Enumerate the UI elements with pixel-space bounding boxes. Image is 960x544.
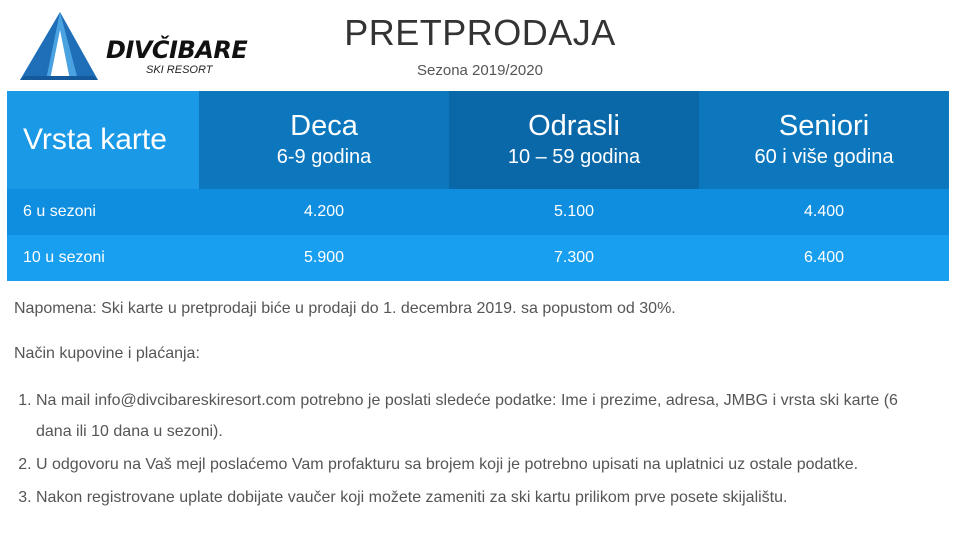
price-cell: 7.300 [553, 249, 595, 266]
column-name: Deca [290, 110, 358, 142]
price-cell: 6.400 [803, 249, 845, 266]
column-name: Seniori [778, 110, 870, 142]
column-age: 6-9 godina [276, 146, 372, 168]
price-cell: 5.100 [553, 203, 595, 220]
column-name: Odrasli [528, 110, 620, 142]
table-header [7, 91, 949, 189]
column-age: 10 – 59 godina [507, 146, 641, 168]
logo-name: DIVČIBARE [106, 36, 248, 64]
price-table [7, 91, 949, 281]
column-header-seniori [699, 91, 949, 189]
presale-note: Napomena: Ski karte u pretprodaji biće u prodaji do 1. decembra 2019. sa popustom od 30%. [14, 300, 676, 317]
page-title: PRETPRODAJA [344, 12, 616, 53]
logo-subtitle: SKI RESORT [146, 64, 213, 76]
row-label: 10 u sezoni [23, 249, 105, 266]
list-item: 3. Nakon registrovane uplate dobijate vaučer koji možete zameniti za ski kartu prilikom prve posete skijalištu. [36, 482, 936, 513]
price-cell: 4.400 [803, 203, 845, 220]
list-item: 2. U odgovoru na Vaš mejl poslaćemo Vam profakturu sa brojem koji je potrebno upisati na uplatnici uz ostale podatke. [36, 449, 936, 480]
column-header-deca [199, 91, 449, 189]
column-header-odrasli [449, 91, 699, 189]
table-row [7, 189, 949, 235]
purchase-steps [14, 385, 936, 515]
list-item: 1. Na mail info@divcibareskiresort.com potrebno je poslati sledeće podatke: Ime i prezime, adresa, JMBG i vrsta ski karte (6 dana ili 10 dana u sezoni). [36, 385, 936, 447]
purchase-heading: Način kupovine i plaćanja: [14, 345, 200, 362]
season-subtitle: Sezona 2019/2020 [417, 62, 543, 79]
price-cell: 5.900 [303, 249, 345, 266]
corner-label: Vrsta karte [7, 91, 199, 189]
table-row [7, 235, 949, 281]
row-label: 6 u sezoni [23, 203, 96, 220]
price-cell: 4.200 [303, 203, 345, 220]
column-age: 60 i više godina [754, 146, 894, 168]
